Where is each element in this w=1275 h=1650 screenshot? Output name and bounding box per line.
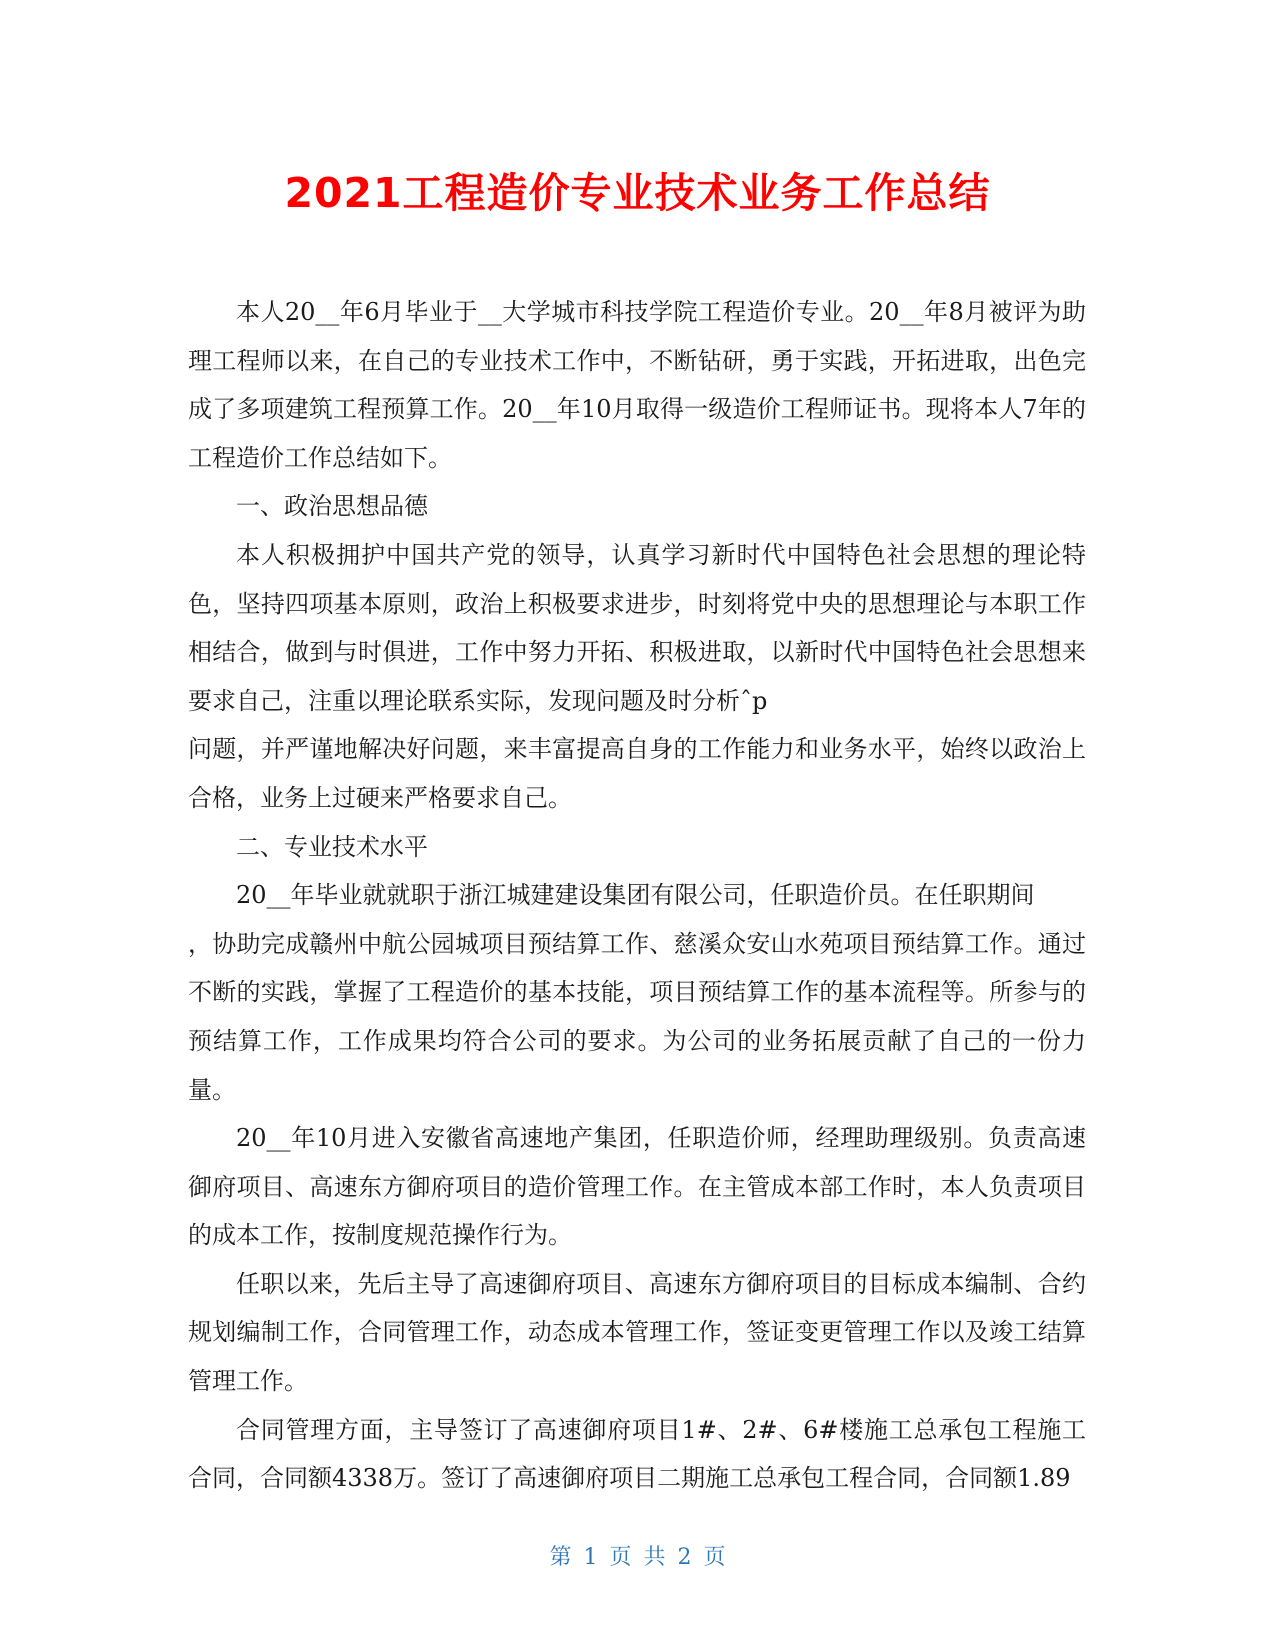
section-heading-politics: 一、政治思想品德 — [236, 492, 428, 521]
footer-total-unit: 页 — [703, 1545, 726, 1570]
footer-page-unit: 页 — [609, 1545, 632, 1570]
footer-total-number: 2 — [677, 1545, 692, 1570]
document-title: 2021工程造价专业技术业务工作总结 — [284, 169, 991, 217]
document-body — [188, 288, 1086, 1503]
paragraph-first-job: 20__年毕业就就职于浙江城建建设集团有限公司，任职造价员。在任职期间 — [236, 881, 1035, 910]
paragraph-second-job: 20__年10月进入安徽省高速地产集团，任职造价师，经理助理级别。负责高速御府项目、高速东方御府项目的造价管理工作。在主管成本部工作时，本人负责项目的成本工作，按制度规范操作行为。 — [188, 1124, 1086, 1250]
footer-total-label: 共 — [643, 1545, 666, 1570]
paragraph-responsibilities: 任职以来，先后主导了高速御府项目、高速东方御府项目的目标成本编制、合约规划编制工作，合同管理工作，动态成本管理工作，签证变更管理工作以及竣工结算管理工作。 — [188, 1269, 1086, 1396]
footer-page-number: 1 — [583, 1545, 598, 1570]
paragraph-intro: 本人20__年6月毕业于__大学城市科技学院工程造价专业。20__年8月被评为助理工程师以来，在自己的专业技术工作中，不断钻研，勇于实践，开拓进取，出色完成了多项建筑工程预算工作。20__年10月取得一级造价工程师证书。现将本人7年的工程造价工作总结如下。 — [188, 298, 1086, 472]
paragraph-politics: 本人积极拥护中国共产党的领导，认真学习新时代中国特色社会思想的理论特色，坚持四项基本原则，政治上积极要求进步，时刻将党中央的思想理论与本职工作相结合，做到与时俱进，工作中努力开拓、积极进取，以新时代中国特色社会思想来要求自己，注重以理论联系实际，发现问题及时分析ˆp — [188, 540, 1086, 715]
footer-page-label: 第 — [549, 1545, 572, 1570]
section-heading-technical: 二、专业技术水平 — [236, 832, 428, 861]
paragraph-politics-continued: 问题，并严谨地解决好问题，来丰富提高自身的工作能力和业务水平，始终以政治上合格，业务上过硬来严格要求自己。 — [188, 735, 1086, 812]
paragraph-first-job-continued: ，协助完成赣州中航公园城项目预结算工作、慈溪众安山水苑项目预结算工作。通过不断的实践，掌握了工程造价的基本技能，项目预结算工作的基本流程等。所参与的预结算工作，工作成果均符合公司的要求。为公司的业务拓展贡献了自己的一份力量。 — [188, 929, 1086, 1104]
paragraph-contract-management: 合同管理方面，主导签订了高速御府项目1#、2#、6#楼施工总承包工程施工合同，合同额4338万。签订了高速御府项目二期施工总承包工程合同，合同额1.89 — [188, 1415, 1086, 1493]
page-footer — [0, 1540, 1275, 1571]
